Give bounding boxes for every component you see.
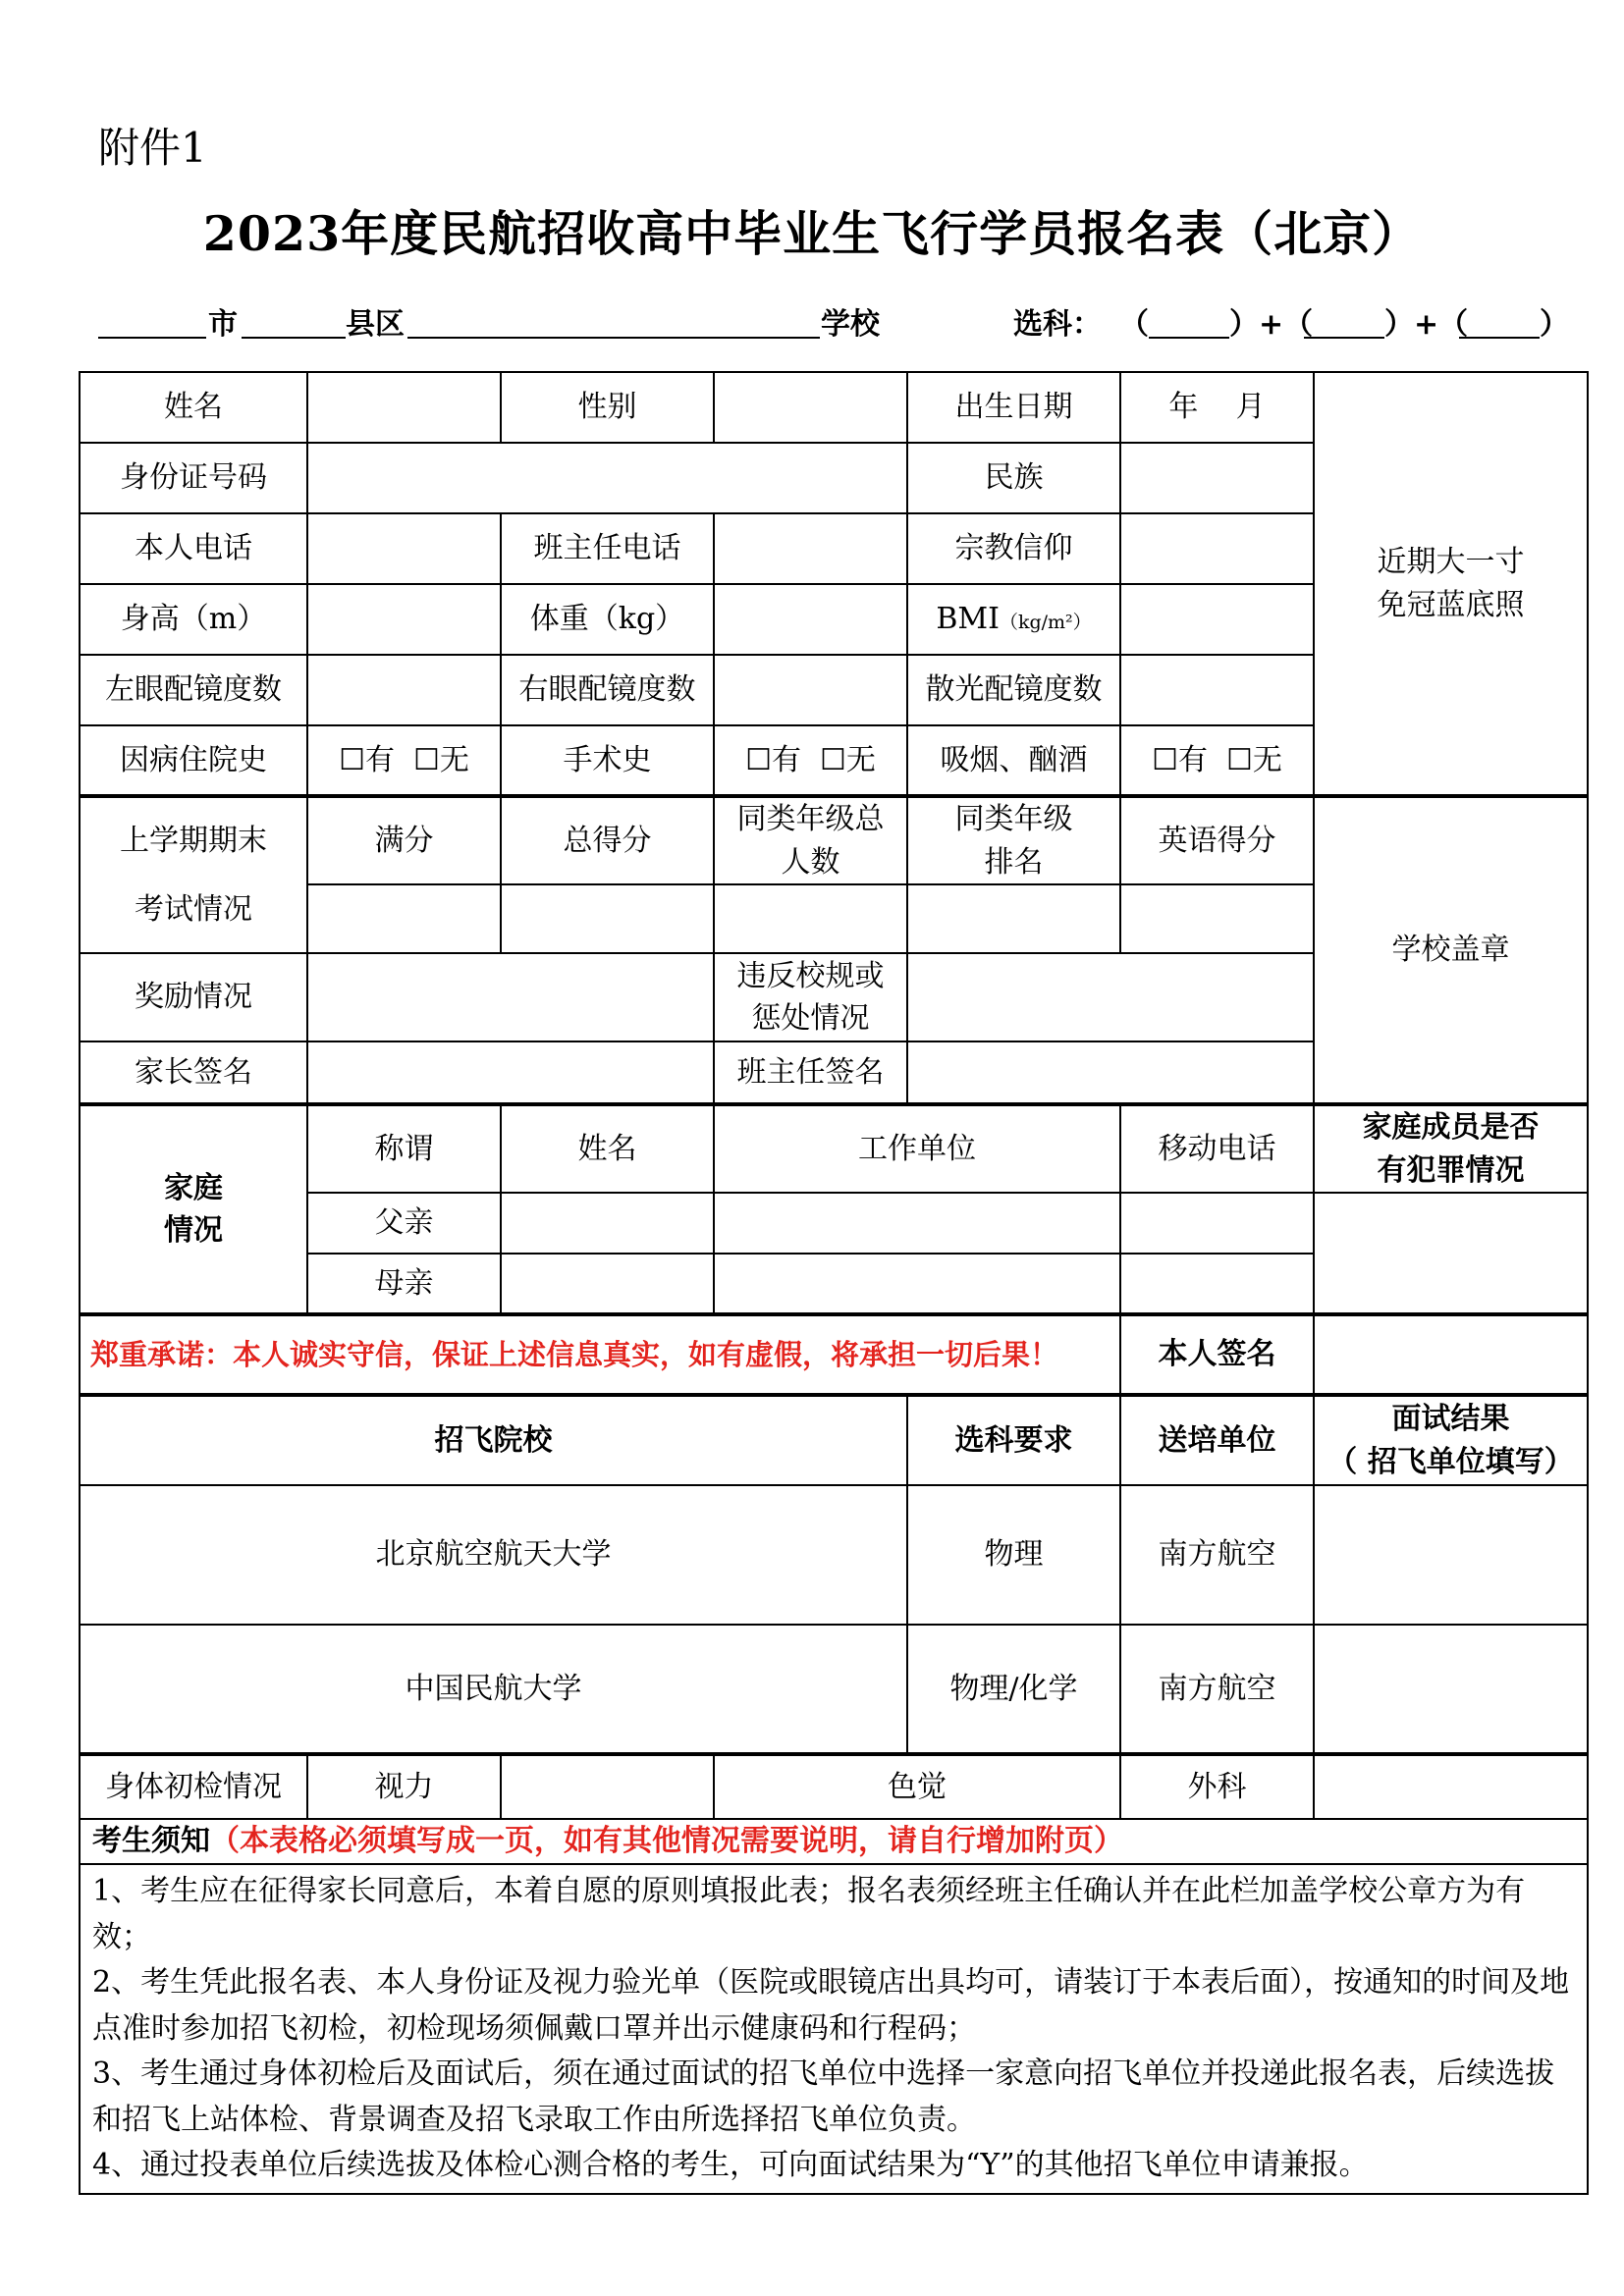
family-label-1: 家庭 bbox=[164, 1170, 223, 1205]
grade-total-label bbox=[714, 796, 907, 884]
birth-date-label: 出生日期 bbox=[907, 372, 1120, 443]
form-title: 2023年度民航招收高中毕业生飞行学员报名表（北京） bbox=[202, 205, 1422, 262]
mobile-header: 移动电话 bbox=[1120, 1104, 1314, 1193]
awards-input[interactable] bbox=[307, 953, 714, 1041]
height-input[interactable] bbox=[307, 584, 501, 655]
crime-1: 家庭成员是否 bbox=[1362, 1110, 1540, 1145]
notice-item: 2、考生凭此报名表、本人身份证及视力验光单（医院或眼镜店出具均可，请装订于本表后面），按通知的时间及地点准时参加招飞初检，初检现场须佩戴口罩并出示健康码和行程码； bbox=[92, 1965, 1570, 2046]
full-score-input[interactable] bbox=[307, 884, 501, 953]
mother-work-input[interactable] bbox=[714, 1254, 1120, 1314]
school-name-2: 中国民航大学 bbox=[80, 1625, 907, 1754]
photo-hint-2: 免冠蓝底照 bbox=[1377, 587, 1525, 622]
school-unit-1: 南方航空 bbox=[1120, 1485, 1314, 1625]
grade-rank-label bbox=[907, 796, 1120, 884]
hospital-history-checkbox[interactable]: ☐有 ☐无 bbox=[307, 725, 501, 796]
mother-label: 母亲 bbox=[307, 1254, 501, 1314]
school-result-1[interactable] bbox=[1314, 1485, 1588, 1625]
subject-blank-3[interactable] bbox=[1459, 337, 1540, 339]
subject-slot-sep-1: ）+（ bbox=[1229, 307, 1314, 342]
right-eye-input[interactable] bbox=[714, 655, 907, 725]
work-unit-header: 工作单位 bbox=[714, 1104, 1120, 1193]
teacher-sign-label: 班主任签名 bbox=[714, 1041, 907, 1104]
family-label-2: 情况 bbox=[164, 1213, 223, 1248]
notice-header bbox=[80, 1819, 1588, 1864]
weight-input[interactable] bbox=[714, 584, 907, 655]
school-col-header: 招飞院校 bbox=[80, 1395, 907, 1485]
bmi-label bbox=[907, 584, 1120, 655]
teacher-sign-input[interactable] bbox=[907, 1041, 1314, 1104]
gender-input[interactable] bbox=[714, 372, 907, 443]
height-label: 身高（m） bbox=[80, 584, 307, 655]
crime-header bbox=[1314, 1104, 1588, 1193]
parent-sign-label: 家长签名 bbox=[80, 1041, 307, 1104]
notice-item: 1、考生应在征得家长同意后，本着自愿的原则填报此表；报名表须经班主任确认并在此栏加盖学校公章方为有效； bbox=[92, 1874, 1526, 1954]
relation-header: 称谓 bbox=[307, 1104, 501, 1193]
attachment-label: 附件1 bbox=[98, 124, 207, 172]
unit-col-header: 送培单位 bbox=[1120, 1395, 1314, 1485]
result-col-header bbox=[1314, 1395, 1588, 1485]
grade-rank-2: 排名 bbox=[984, 844, 1044, 880]
crime-input[interactable] bbox=[1314, 1193, 1588, 1314]
surgery-label: 外科 bbox=[1120, 1754, 1314, 1819]
family-label bbox=[80, 1104, 307, 1314]
hospital-history-label: 因病住院史 bbox=[80, 725, 307, 796]
grade-total-input[interactable] bbox=[714, 884, 907, 953]
mother-mobile-input[interactable] bbox=[1120, 1254, 1314, 1314]
subject-label: 选科： bbox=[1013, 307, 1102, 342]
religion-label: 宗教信仰 bbox=[907, 513, 1120, 584]
notice-title: 考生须知 bbox=[92, 1824, 210, 1859]
notice-item: 4、通过投表单位后续选拔及体检心测合格的考生，可向面试结果为“Y”的其他招飞单位申请兼报。 bbox=[92, 2148, 1369, 2182]
full-score-label: 满分 bbox=[307, 796, 501, 884]
violation-2: 惩处情况 bbox=[751, 1001, 870, 1036]
photo-hint-1: 近期大一寸 bbox=[1377, 545, 1525, 579]
father-label: 父亲 bbox=[307, 1193, 501, 1254]
notice-item: 3、考生通过身体初检后及面试后，须在通过面试的招飞单位中选择一家意向招飞单位并投递此报名表，后续选拔和招飞上站体检、背景调查及招飞录取工作由所选择招飞单位负责。 bbox=[92, 2056, 1555, 2137]
physical-label: 身体初检情况 bbox=[80, 1754, 307, 1819]
total-score-label: 总得分 bbox=[501, 796, 714, 884]
smoke-drink-label: 吸烟、酗酒 bbox=[907, 725, 1120, 796]
school-blank[interactable] bbox=[407, 337, 820, 339]
school-label: 学校 bbox=[821, 307, 880, 342]
birth-date-input[interactable]: 年 月 bbox=[1120, 372, 1314, 443]
surgery-history-checkbox[interactable]: ☐有 ☐无 bbox=[714, 725, 907, 796]
weight-label: 体重（kg） bbox=[501, 584, 714, 655]
subject-blank-2[interactable] bbox=[1304, 337, 1384, 339]
teacher-phone-input[interactable] bbox=[714, 513, 907, 584]
left-eye-label: 左眼配镜度数 bbox=[80, 655, 307, 725]
mother-name-input[interactable] bbox=[501, 1254, 714, 1314]
own-phone-label: 本人电话 bbox=[80, 513, 307, 584]
ethnicity-input[interactable] bbox=[1120, 443, 1314, 513]
school-result-2[interactable] bbox=[1314, 1625, 1588, 1754]
photo-box[interactable] bbox=[1314, 372, 1588, 796]
signature-label: 本人签名 bbox=[1120, 1314, 1314, 1395]
result-1: 面试结果 bbox=[1391, 1402, 1510, 1436]
grade-rank-input[interactable] bbox=[907, 884, 1120, 953]
city-blank[interactable] bbox=[98, 337, 206, 339]
bmi-text: BMI bbox=[936, 602, 1000, 637]
bmi-unit: （kg/m²） bbox=[999, 612, 1092, 634]
teacher-phone-label: 班主任电话 bbox=[501, 513, 714, 584]
grade-total-2: 人数 bbox=[781, 844, 840, 880]
ethnicity-label: 民族 bbox=[907, 443, 1120, 513]
school-seal-box[interactable]: 学校盖章 bbox=[1314, 796, 1588, 1104]
astig-input[interactable] bbox=[1120, 655, 1314, 725]
violation-1: 违反校规或 bbox=[736, 958, 885, 993]
id-number-input[interactable] bbox=[307, 443, 907, 513]
total-score-input[interactable] bbox=[501, 884, 714, 953]
subject-slot-open: （ bbox=[1119, 307, 1149, 342]
pledge-text: 郑重承诺：本人诚实守信，保证上述信息真实，如有虚假，将承担一切后果！ bbox=[80, 1314, 1120, 1395]
father-name-input[interactable] bbox=[501, 1193, 714, 1254]
school-subject-2: 物理/化学 bbox=[907, 1625, 1120, 1754]
district-label: 县区 bbox=[346, 307, 405, 342]
school-subject-1: 物理 bbox=[907, 1485, 1120, 1625]
father-work-input[interactable] bbox=[714, 1193, 1120, 1254]
grade-rank-1: 同类年级 bbox=[954, 802, 1073, 836]
exam-label bbox=[80, 796, 307, 953]
school-unit-2: 南方航空 bbox=[1120, 1625, 1314, 1754]
name-input[interactable] bbox=[307, 372, 501, 443]
school-name-1: 北京航空航天大学 bbox=[80, 1485, 907, 1625]
gender-label: 性别 bbox=[501, 372, 714, 443]
english-score-label: 英语得分 bbox=[1120, 796, 1314, 884]
bmi-input[interactable] bbox=[1120, 584, 1314, 655]
grade-total-1: 同类年级总 bbox=[736, 802, 885, 836]
exam-label-1: 上学期期末 bbox=[120, 824, 267, 858]
vision-input[interactable] bbox=[501, 1754, 714, 1819]
result-2: （ 招飞单位填写） bbox=[1327, 1444, 1574, 1479]
school-subject-line bbox=[98, 299, 1569, 347]
city-label: 市 bbox=[208, 307, 238, 342]
subject-slot-sep-2: ）+（ bbox=[1384, 307, 1469, 342]
parent-sign-input[interactable] bbox=[307, 1041, 714, 1104]
name-label: 姓名 bbox=[80, 372, 307, 443]
color-label: 色觉 bbox=[714, 1754, 1120, 1819]
surgery-input[interactable] bbox=[1314, 1754, 1588, 1819]
left-eye-input[interactable] bbox=[307, 655, 501, 725]
id-number-label: 身份证号码 bbox=[80, 443, 307, 513]
religion-input[interactable] bbox=[1120, 513, 1314, 584]
signature-input[interactable] bbox=[1314, 1314, 1588, 1395]
crime-2: 有犯罪情况 bbox=[1377, 1152, 1525, 1188]
smoke-drink-checkbox[interactable]: ☐有 ☐无 bbox=[1120, 725, 1314, 796]
english-score-input[interactable] bbox=[1120, 884, 1314, 953]
notice-title-note: （本表格必须填写成一页，如有其他情况需要说明，请自行增加附页） bbox=[210, 1824, 1123, 1859]
astig-label: 散光配镜度数 bbox=[907, 655, 1120, 725]
exam-label-2: 考试情况 bbox=[135, 891, 252, 927]
own-phone-input[interactable] bbox=[307, 513, 501, 584]
awards-label: 奖励情况 bbox=[80, 953, 307, 1041]
violation-label bbox=[714, 953, 907, 1041]
surgery-history-label: 手术史 bbox=[501, 725, 714, 796]
registration-table bbox=[79, 371, 1589, 2195]
notice-list bbox=[80, 1864, 1588, 2194]
subject-slot-close: ） bbox=[1540, 307, 1569, 342]
right-eye-label: 右眼配镜度数 bbox=[501, 655, 714, 725]
family-name-header: 姓名 bbox=[501, 1104, 714, 1193]
violation-input[interactable] bbox=[907, 953, 1314, 1041]
subject-col-header: 选科要求 bbox=[907, 1395, 1120, 1485]
vision-label: 视力 bbox=[307, 1754, 501, 1819]
father-mobile-input[interactable] bbox=[1120, 1193, 1314, 1254]
district-blank[interactable] bbox=[242, 337, 346, 339]
subject-blank-1[interactable] bbox=[1149, 337, 1229, 339]
